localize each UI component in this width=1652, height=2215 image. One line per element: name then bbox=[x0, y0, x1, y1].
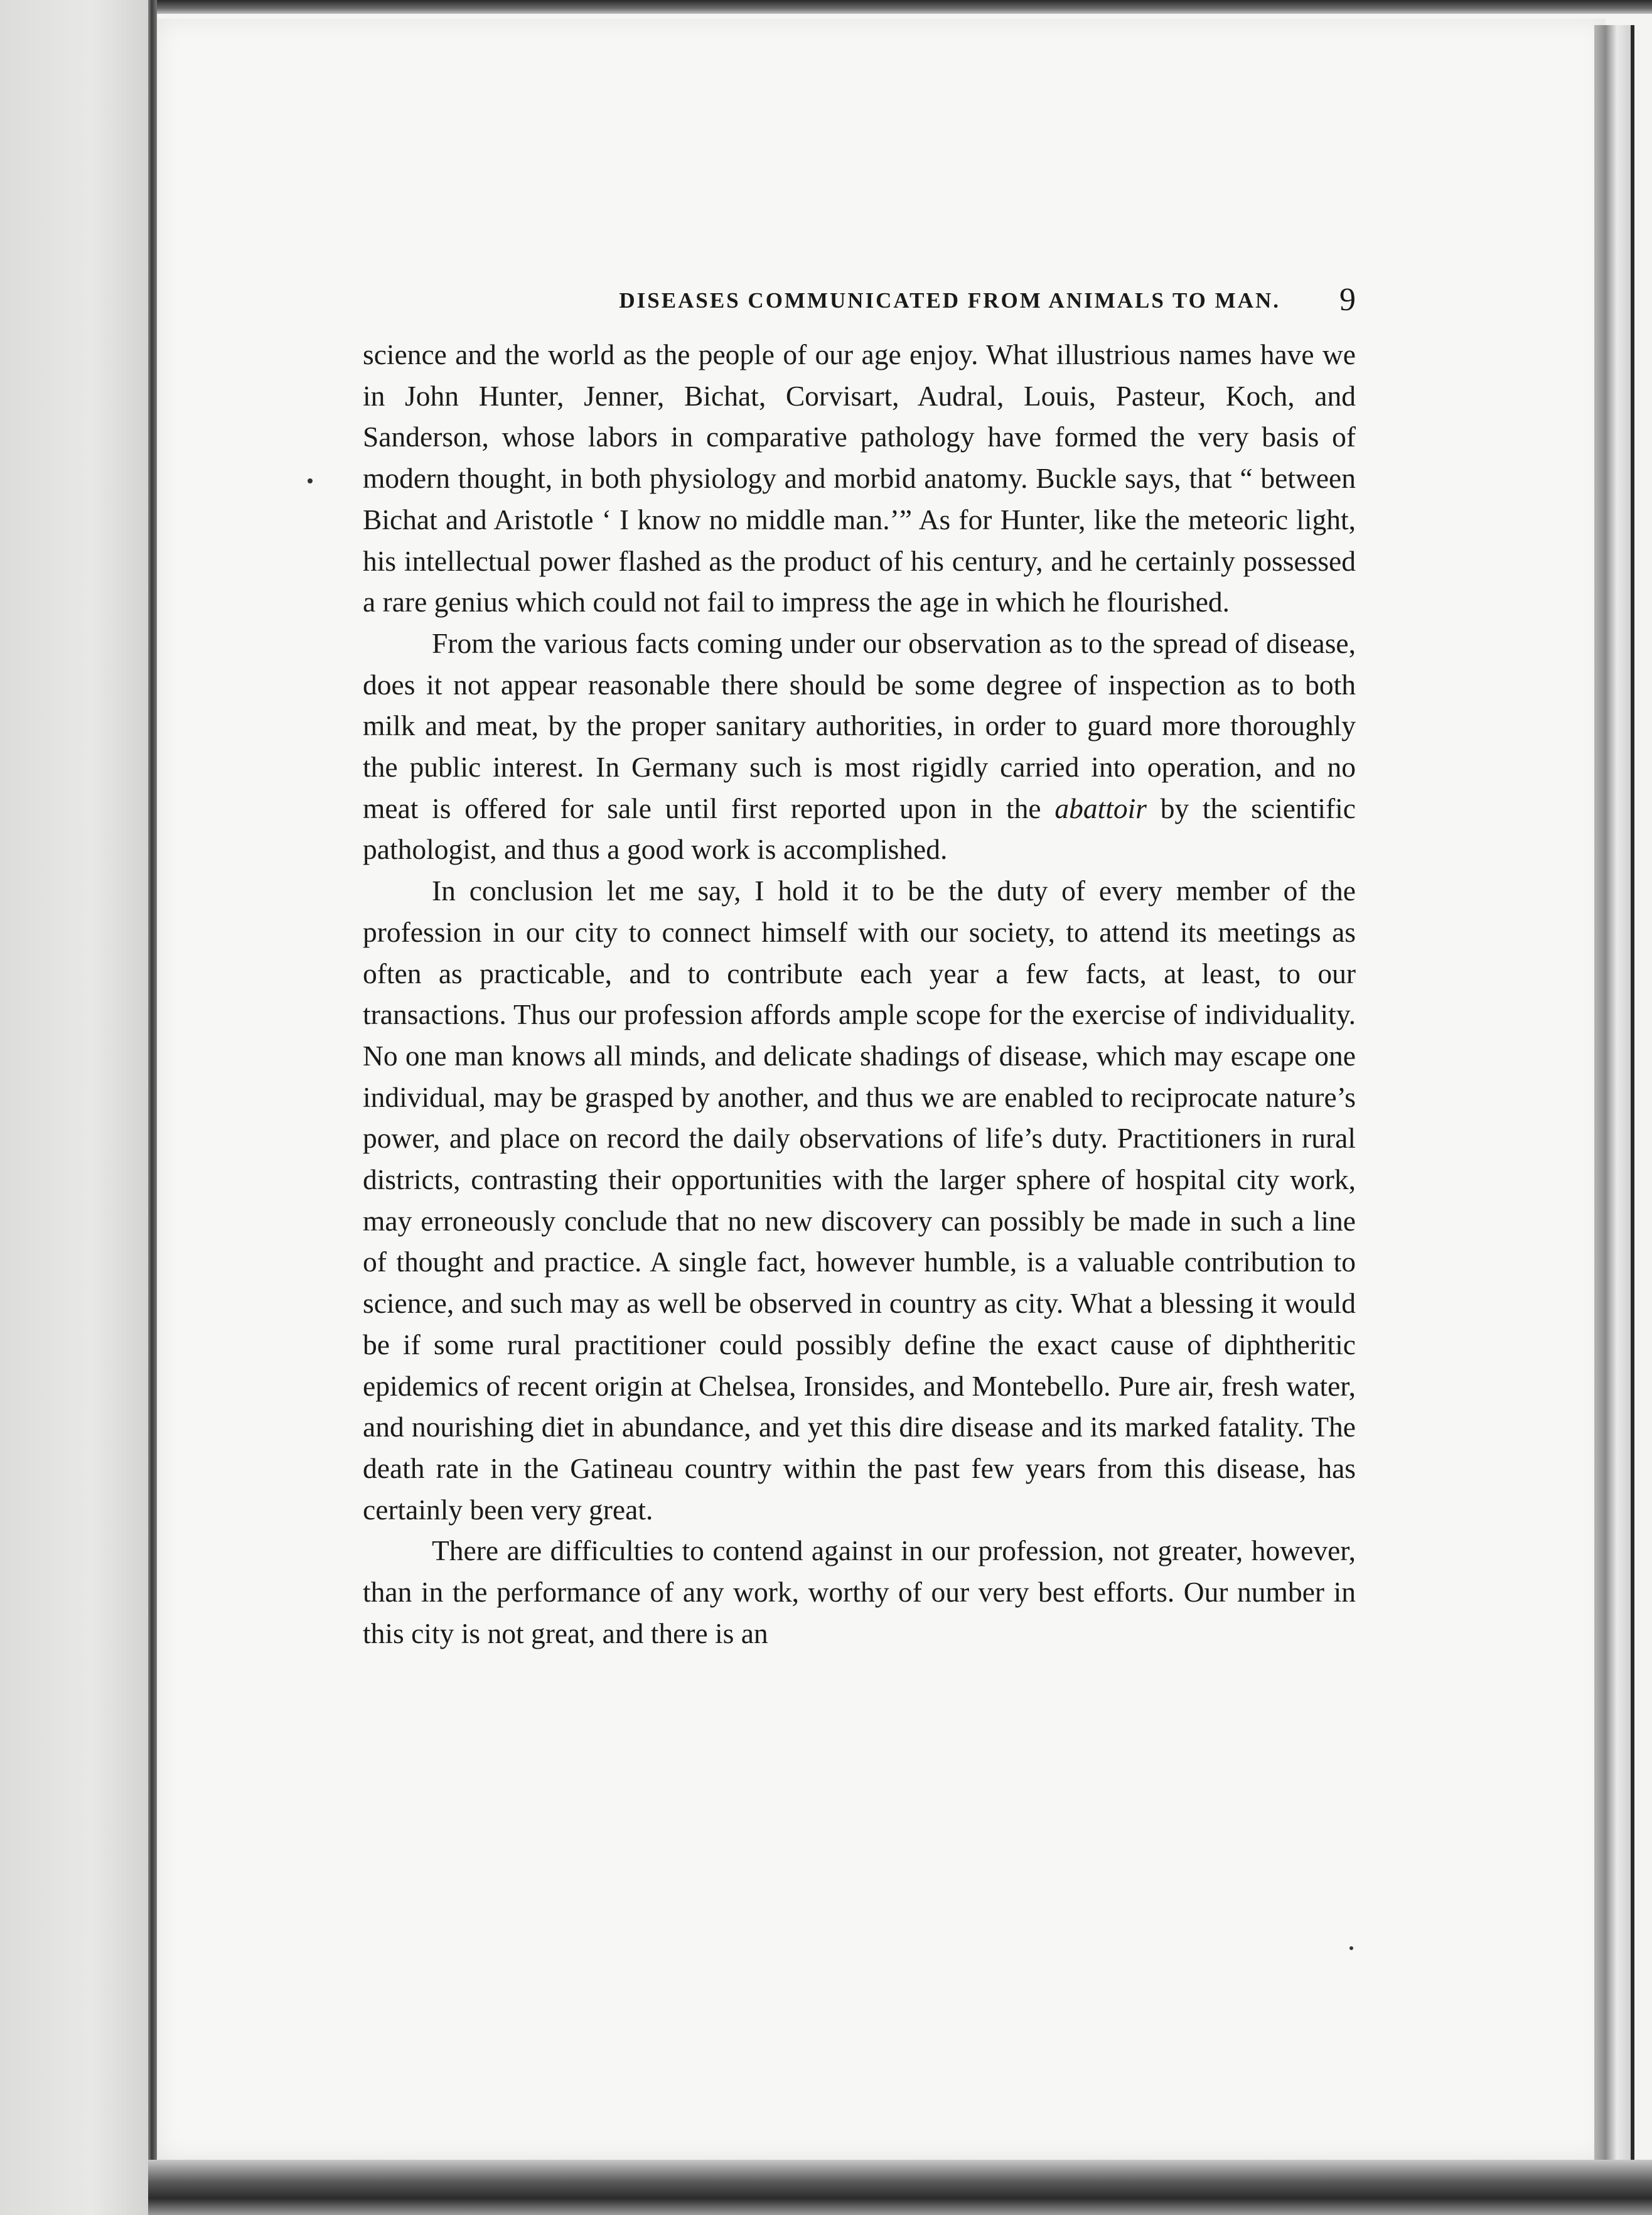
paragraph-text: From the various facts coming under our observation as to the spread of disease, does it not appear reasonable there should be some degree of inspection as to both milk and meat, by the proper sanitary authorities, in order to guard more thoroughly the public interest. In Germany such is most rigidly carried into operation, and no meat is offered for sale until first reported upon in the bbox=[363, 627, 1356, 824]
right-scan-border bbox=[1631, 25, 1634, 2179]
ink-speck bbox=[308, 478, 313, 483]
left-facing-page bbox=[0, 0, 152, 2215]
paragraph bbox=[363, 623, 1356, 870]
italic-term: abattoir bbox=[1054, 792, 1147, 824]
bottom-scan-edge bbox=[148, 2160, 1652, 2215]
page-stack-edge bbox=[1594, 25, 1632, 2179]
paragraph: There are difficulties to contend against in our profession, not greater, however, than in the performance of any work, worthy of our very best efforts. Our number in this city is not great, and there is an bbox=[363, 1534, 1356, 1649]
body-text bbox=[363, 334, 1356, 1654]
paragraph-continued: science and the world as the people of our age enjoy. What illustrious names have we in John Hunter, Jenner, Bichat, Corvisart, Audral, Louis, Pasteur, Koch, and Sanderson, whose labors in comparative pathology have formed the very basis of modern thought, in both physiology and morbid anatomy. Buckle says, that “ between Bichat and Aristotle ‘ I know no middle man.’” As for Hunter, like the meteoric light, his intellectual power flashed as the product of his century, and he certainly possessed a rare genius which could not fail to impress the age in which he flourished. bbox=[363, 338, 1356, 618]
running-header bbox=[364, 281, 1356, 318]
binding-edge bbox=[148, 0, 157, 2160]
page-number: 9 bbox=[1339, 282, 1356, 318]
ink-speck bbox=[1349, 1946, 1353, 1950]
top-scan-edge bbox=[0, 0, 1652, 14]
paragraph: In conclusion let me say, I hold it to be the duty of every member of the profession in our city to connect himself with our society, to attend its meetings as often as practicable, and to contribute each year a few facts, at least, to our transactions. Thus our profession affords ample scope for the exercise of individuality. No one man knows all minds, and delicate shadings of disease, which may escape one individual, may be grasped by another, and thus we are enabled to reciprocate nature’s power, and place on record the daily observations of life’s duty. Practitioners in rural districts, contrasting their opportunities with the larger sphere of hospital city work, may erroneously conclude that no new discovery can possibly be made in such a line of thought and practice. A single fact, however humble, is a valuable contribution to science, and such may as well be observed in country as city. What a blessing it would be if some rural practitioner could possibly define the exact cause of diphtheritic epidemics of recent origin at Chelsea, Ironsides, and Montebello. Pure air, fresh water, and nourishing diet in abundance, and yet this dire disease and its marked fatality. The death rate in the Gatineau country within the past few years from this disease, has certainly been very great. bbox=[363, 875, 1356, 1526]
paragraph-text: by the scientific pathologist, and thus a good work is accomplished. bbox=[363, 792, 1356, 866]
running-title: DISEASES COMMUNICATED FROM ANIMALS TO MAN. bbox=[619, 288, 1280, 313]
